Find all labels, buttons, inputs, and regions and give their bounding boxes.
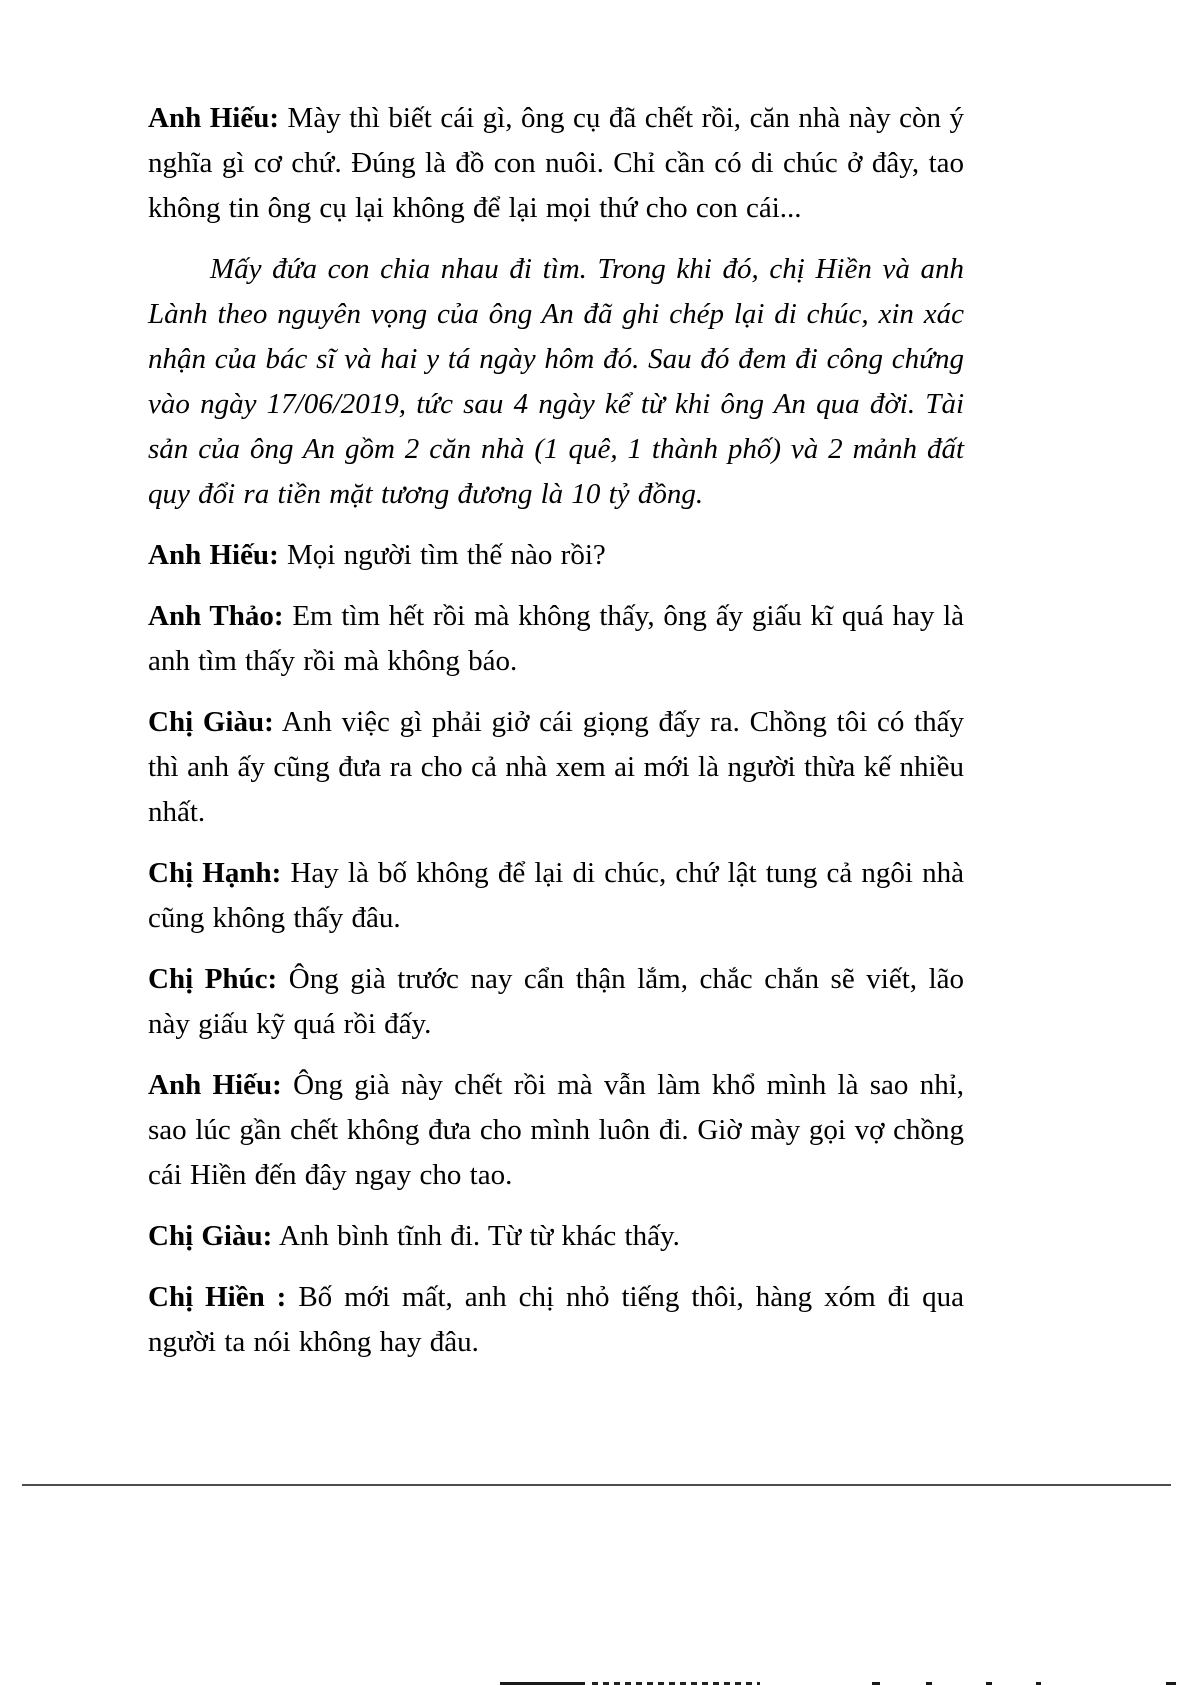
speaker-name: Anh Hiếu: xyxy=(148,1069,282,1101)
dialogue-text: Mọi người tìm thế nào rồi? xyxy=(286,539,606,571)
document-page xyxy=(148,96,964,1381)
dialogue-paragraph xyxy=(148,700,964,835)
speaker-name: Chị Giàu: xyxy=(148,706,274,738)
dialogue-paragraph xyxy=(148,96,964,231)
dialogue-paragraph xyxy=(148,1275,964,1365)
dialogue-text: Anh bình tĩnh đi. Từ từ khác thấy. xyxy=(278,1220,680,1252)
speaker-name: Chị Phúc: xyxy=(148,963,278,995)
dialogue-text: Anh việc gì phải giở cái giọng đấy ra. Chồng tôi có thấy thì anh ấy cũng đưa ra cho cả nhà xem ai mới là người thừa kế nhiều nhất. xyxy=(148,706,965,828)
dialogue-text: Mày thì biết cái gì, ông cụ đã chết rồi, căn nhà này còn ý nghĩa gì cơ chứ. Đúng là đồ con nuôi. Chỉ cần có di chúc ở đây, tao không tin ông cụ lại không để lại mọi thứ cho con cái... xyxy=(148,102,965,224)
speaker-name: Chị Giàu: xyxy=(148,1220,273,1252)
dialogue-paragraph xyxy=(148,533,964,578)
dialogue-paragraph xyxy=(148,1063,964,1198)
dialogue-paragraph xyxy=(148,957,964,1047)
dialogue-text: Hay là bố không để lại di chúc, chứ lật tung cả ngôi nhà cũng không thấy đâu. xyxy=(148,857,964,934)
dialogue-paragraph xyxy=(148,851,964,941)
dialogue-text: Ông già này chết rồi mà vẫn làm khổ mình là sao nhỉ, sao lúc gần chết không đưa cho mình luôn đi. Giờ mày gọi vợ chồng cái Hiền đến đây ngay cho tao. xyxy=(148,1069,965,1191)
speaker-name: Anh Thảo: xyxy=(148,600,284,632)
speaker-name: Anh Hiếu: xyxy=(148,539,279,571)
speaker-name: Chị Hiền : xyxy=(148,1281,287,1313)
speaker-name: Chị Hạnh: xyxy=(148,857,282,889)
page-separator-line xyxy=(22,1484,1171,1486)
dialogue-text: Em tìm hết rồi mà không thấy, ông ấy giấu kĩ quá hay là anh tìm thấy rồi mà không báo. xyxy=(148,600,964,677)
dialogue-text: Bố mới mất, anh chị nhỏ tiếng thôi, hàng xóm đi qua người ta nói không hay đâu. xyxy=(148,1281,964,1358)
dialogue-text: Ông già trước nay cẩn thận lắm, chắc chắn sẽ viết, lão này giấu kỹ quá rồi đấy. xyxy=(148,963,964,1040)
narration-text: Mấy đứa con chia nhau đi tìm. Trong khi đó, chị Hiền và anh Lành theo nguyên vọng của ông An đã ghi chép lại di chúc, xin xác nhận của bác sĩ và hai y tá ngày hôm đó. Sau đó đem đi công chứng vào ngày 17/06/2019, tức sau 4 ngày kể từ khi ông An qua đời. Tài sản của ông An gồm 2 căn nhà (1 quê, 1 thành phố) và 2 mảnh đất quy đổi ra tiền mặt tương đương là 10 tỷ đồng. xyxy=(148,253,964,510)
speaker-name: Anh Hiếu: xyxy=(148,102,279,134)
dialogue-paragraph xyxy=(148,594,964,684)
narration-paragraph xyxy=(148,247,964,517)
dialogue-paragraph xyxy=(148,1214,964,1259)
